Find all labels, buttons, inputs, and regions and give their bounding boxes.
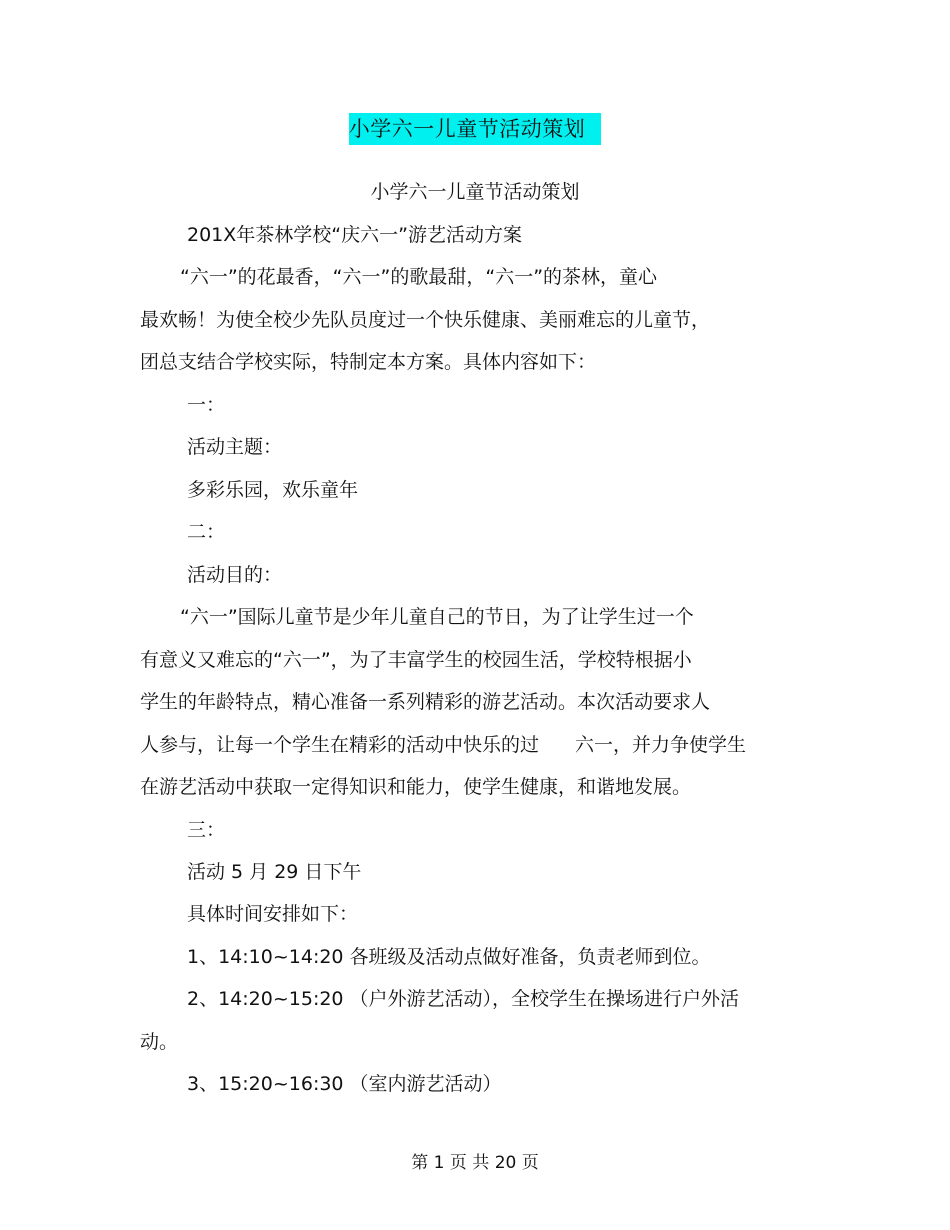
schedule-item: 1、14:10~14:20 各班级及活动点做好准备，负责老师到位。 <box>187 946 711 968</box>
paragraph-line: 最欢畅！为使全校少先队员度过一个快乐健康、美丽难忘的儿童节， <box>140 309 711 331</box>
schedule-date: 活动 5 月 29 日下午 <box>187 861 362 883</box>
plan-title-line: 201X年茶林学校“庆六一”游艺活动方案 <box>187 224 522 246</box>
schedule-item-continuation: 动。 <box>140 1031 179 1053</box>
document-heading: 小学六一儿童节活动策划 <box>349 113 602 145</box>
schedule-heading: 具体时间安排如下： <box>187 903 359 925</box>
paragraph-line <box>140 732 746 758</box>
paragraph-line-part: 六一，并力争使学生 <box>575 734 747 756</box>
paragraph-line: 有意义又难忘的“六一”，为了丰富学生的校园生活，学校特根据小 <box>140 649 692 671</box>
paragraph-line: “六一”的花最香，“六一”的歌最甜，“六一”的茶林，童心 <box>180 266 658 288</box>
section-number: 二： <box>187 521 226 543</box>
heading-container <box>0 113 950 145</box>
section-number: 一： <box>187 394 226 416</box>
page-number-footer: 第 1 页 共 20 页 <box>411 1153 539 1173</box>
section-body: 多彩乐园，欢乐童年 <box>187 479 359 501</box>
document-subtitle: 小学六一儿童节活动策划 <box>370 181 580 203</box>
section-heading: 活动主题： <box>187 436 283 458</box>
schedule-item: 2、14:20~15:20 （户外游艺活动），全校学生在操场进行户外活 <box>187 988 740 1010</box>
paragraph-line: 学生的年龄特点，精心准备一系列精彩的游艺活动。本次活动要求人 <box>140 691 711 713</box>
section-number: 三： <box>187 819 226 841</box>
paragraph-line: “六一”国际儿童节是少年儿童自己的节日，为了让学生过一个 <box>180 606 694 628</box>
paragraph-line-part: 人参与，让每一个学生在精彩的活动中快乐的过 <box>140 734 540 756</box>
section-heading: 活动目的： <box>187 564 283 586</box>
paragraph-line: 在游艺活动中获取一定得知识和能力，使学生健康，和谐地发展。 <box>140 776 692 798</box>
paragraph-line: 团总支结合学校实际，特制定本方案。具体内容如下： <box>140 351 597 373</box>
schedule-item: 3、15:20~16:30 （室内游艺活动） <box>187 1073 502 1095</box>
